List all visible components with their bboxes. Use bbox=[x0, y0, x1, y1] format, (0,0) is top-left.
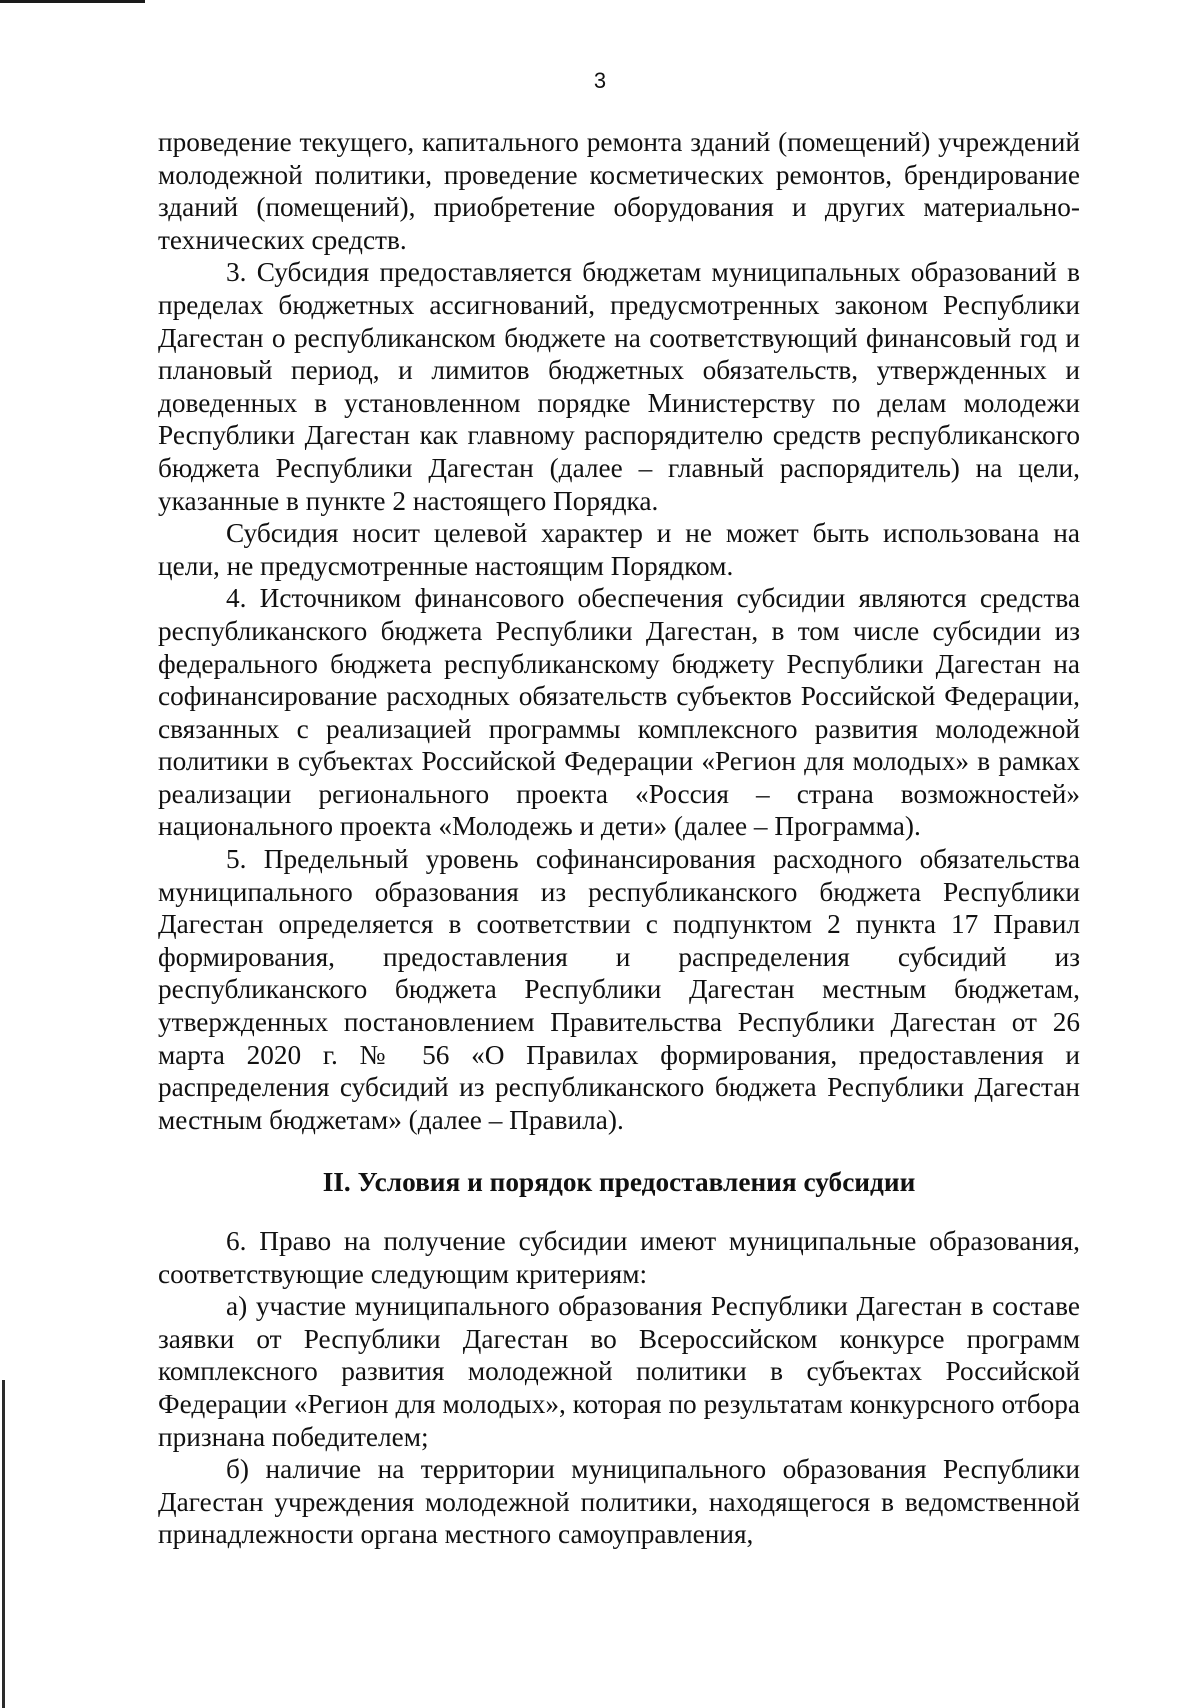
paragraph-6b: б) наличие на территории муниципального образования Республики Дагестан учреждения молодежной политики, находящегося в ведомственной принадлежности органа местного самоуправления, bbox=[158, 1454, 1080, 1550]
paragraph-6a: а) участие муниципального образования Республики Дагестан в составе заявки от Республики Дагестан во Всероссийском конкурсе программ комплексного развития молодежной политики в субъектах Российской Федерации «Регион для молодых», которая по результатам конкурсного отбора признана победителем; bbox=[158, 1291, 1080, 1452]
section-heading: II. Условия и порядок предоставления субсидии bbox=[322, 1167, 916, 1198]
scan-edge-top bbox=[0, 0, 145, 3]
paragraph-5: 5. Предельный уровень софинансирования расходного обязательства муниципального образования из республиканского бюджета Республики Дагестан определяется в соответствии с подпунктом 2 пункта 17 Правил формирования, предоставления и распределения субсидий из республиканского бюджета Республики Дагестан местным бюджетам, утвержденных постановлением Правительства Республики Дагестан от 26 марта 2020 г. № 56 «О Правилах формирования, предоставления и распределения субсидий из республиканского бюджета Республики Дагестан местным бюджетам» (далее – Правила). bbox=[158, 844, 1080, 1135]
paragraph-4: 4. Источником финансового обеспечения субсидии являются средства республиканского бюджета Республики Дагестан, в том числе субсидии из федерального бюджета республиканскому бюджету Республики Дагестан на софинансирование расходных обязательств субъектов Российской Федерации, связанных с реализацией программы комплексного развития молодежной политики в субъектах Российской Федерации «Регион для молодых» в рамках реализации регионального проекта «Россия – страна возможностей» национального проекта «Молодежь и дети» (далее – Программа). bbox=[158, 583, 1080, 842]
scan-edge-left bbox=[2, 1380, 5, 1708]
paragraph-3-note: Субсидия носит целевой характер и не может быть использована на цели, не предусмотренные настоящим Порядком. bbox=[158, 518, 1080, 581]
paragraph-6: 6. Право на получение субсидии имеют муниципальные образования, соответствующие следующим критериям: bbox=[158, 1226, 1080, 1289]
page-number: 3 bbox=[593, 68, 607, 93]
document-body bbox=[158, 126, 1080, 1551]
paragraph-continuation: проведение текущего, капитального ремонта зданий (помещений) учреждений молодежной политики, проведение косметических ремонтов, брендирование зданий (помещений), приобретение оборудования и других материально-технических средств. bbox=[158, 127, 1080, 255]
paragraph-3: 3. Субсидия предоставляется бюджетам муниципальных образований в пределах бюджетных ассигнований, предусмотренных законом Республики Дагестан о республиканском бюджете на соответствующий финансовый год и плановый период, и лимитов бюджетных обязательств, утвержденных и доведенных в установленном порядке Министерству по делам молодежи Республики Дагестан как главному распорядителю средств республиканского бюджета Республики Дагестан (далее – главный распорядитель) на цели, указанные в пункте 2 настоящего Порядка. bbox=[158, 257, 1080, 516]
